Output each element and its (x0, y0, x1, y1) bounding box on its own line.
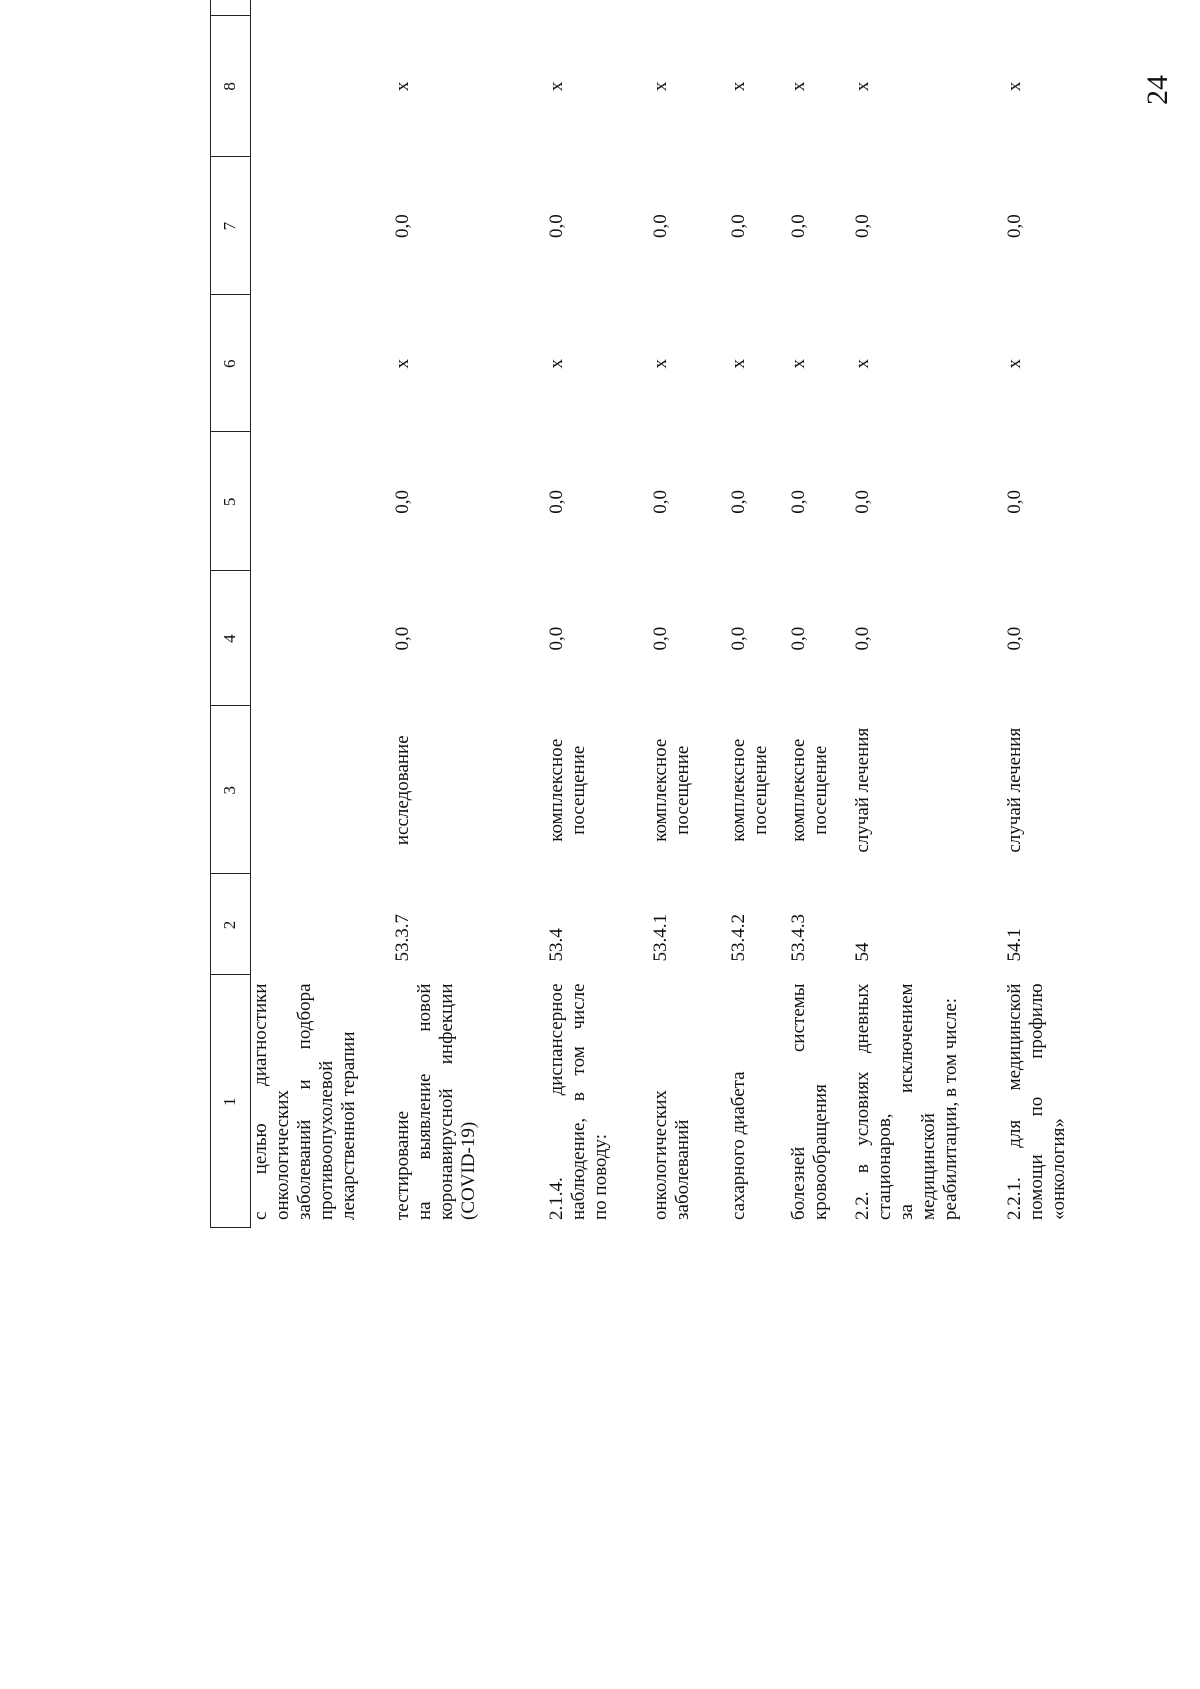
row-code: 53.4.1 (650, 913, 671, 962)
row-unit-line: посещение (568, 745, 589, 835)
row-value-c7: 0,0 (788, 214, 809, 238)
row-value-c7: 0,0 (392, 214, 413, 238)
row-code: 53.4 (546, 928, 567, 962)
row-name-line: коронавирусной инфекции (436, 983, 457, 1220)
row-unit-line: случай лечения (1004, 727, 1025, 853)
row-value-c6: х (728, 359, 749, 369)
row-value-c5: 0,0 (852, 489, 873, 514)
row-name (650, 983, 694, 1220)
row-name-line: по поводу: (590, 1133, 611, 1220)
row-value-c7: 0,0 (650, 214, 671, 238)
row-unit (1004, 714, 1026, 866)
row-name-line: онкологических (650, 1090, 671, 1220)
row-name (546, 983, 612, 1220)
column-header (210, 0, 250, 16)
row-value-c8: х (650, 81, 671, 92)
header-rule (210, 0, 211, 1228)
row-code: 54.1 (1004, 928, 1025, 962)
row-unit (546, 714, 590, 866)
row-value-c6: х (650, 359, 671, 369)
row-name-line: (COVID-19) (458, 1121, 479, 1220)
row-value-c5: 0,0 (1004, 489, 1025, 514)
row-value-c5: 0,0 (788, 489, 809, 514)
row-name (1004, 983, 1070, 1220)
row-value-c5: 0,0 (546, 489, 567, 514)
row-name-line: лекарственной терапии (338, 1031, 359, 1220)
row-unit-line: случай лечения (852, 727, 873, 853)
column-header: 8 (220, 82, 239, 91)
column-header: 3 (220, 785, 239, 795)
row-value-c8: х (546, 81, 567, 92)
row-value-c4: 0,0 (546, 626, 567, 651)
row-unit-line: посещение (810, 745, 831, 835)
row-value-c6: х (546, 359, 567, 369)
row-unit-line: исследование (392, 735, 413, 846)
column-header: 7 (220, 221, 239, 231)
row-value-c7: 0,0 (852, 214, 873, 238)
row-value-c4: 0,0 (728, 626, 749, 651)
column-header: 6 (220, 359, 239, 369)
row-code: 53.4.3 (788, 913, 809, 962)
row-name-line: заболеваний и подбора (294, 983, 315, 1220)
row-value-c8: х (1004, 81, 1025, 92)
row-unit-line: комплексное (788, 738, 809, 842)
row-value-c4: 0,0 (852, 626, 873, 651)
row-name (250, 983, 360, 1220)
row-unit-line: посещение (750, 745, 771, 835)
row-value-c8: х (788, 81, 809, 92)
row-code: 54 (852, 942, 873, 962)
row-name (788, 983, 832, 1220)
row-name-line: 2.1.4. диспансерное (546, 983, 567, 1220)
row-name-line: медицинской (918, 1113, 939, 1220)
row-value-c6: х (788, 359, 809, 369)
row-value-c6: х (392, 359, 413, 369)
row-value-c6: х (852, 359, 873, 369)
row-unit (392, 714, 414, 866)
row-name-line: кровообращения (810, 1084, 831, 1220)
row-name-line: 2.2.1. для медицинской (1004, 983, 1025, 1220)
column-header: 1 (220, 1097, 239, 1106)
row-value-c4: 0,0 (788, 626, 809, 651)
column-header: 2 (220, 920, 239, 930)
row-name-line: помощи по профилю (1026, 983, 1047, 1220)
row-name-line: онкологических (272, 1090, 293, 1220)
row-name-line: стационаров, (874, 1113, 895, 1220)
row-value-c8: х (852, 81, 873, 92)
row-name-line: 2.2. в условиях дневных (852, 983, 873, 1220)
row-name (392, 983, 480, 1220)
row-value-c8: х (728, 81, 749, 92)
row-unit (650, 714, 694, 866)
row-code: 53.4.2 (728, 913, 749, 962)
row-unit-line: посещение (672, 745, 693, 835)
row-value-c4: 0,0 (1004, 626, 1025, 651)
page-number: 24 (1141, 75, 1174, 105)
row-unit-line: комплексное (728, 738, 749, 842)
row-value-c5: 0,0 (392, 489, 413, 514)
row-value-c4: 0,0 (392, 626, 413, 651)
row-unit-line: комплексное (546, 738, 567, 842)
row-name-line: на выявление новой (414, 983, 435, 1220)
row-name-line: тестирование (392, 1110, 413, 1220)
row-value-c6: х (1004, 359, 1025, 369)
header-rule (250, 0, 251, 1228)
row-value-c7: 0,0 (1004, 214, 1025, 238)
row-unit (788, 714, 832, 866)
row-name-line: с целью диагностики (250, 983, 271, 1220)
row-name-line: болезней системы (788, 983, 809, 1220)
row-name (728, 983, 750, 1220)
data-table (210, 0, 1069, 1228)
row-value-c7: 0,0 (546, 214, 567, 238)
row-name-line: за исключением (896, 983, 917, 1220)
row-code: 53.3.7 (392, 913, 413, 962)
row-unit-line: комплексное (650, 738, 671, 842)
row-value-c5: 0,0 (650, 489, 671, 514)
row-name-line: противоопухолевой (316, 1060, 337, 1220)
row-value-c4: 0,0 (650, 626, 671, 651)
row-name-line: «онкология» (1048, 1118, 1069, 1220)
row-name-line: заболеваний (672, 1119, 693, 1220)
row-name (852, 983, 962, 1220)
column-header: 5 (220, 497, 239, 507)
row-name-line: реабилитации, в том числе: (940, 997, 961, 1220)
row-unit (728, 714, 772, 866)
row-value-c8: х (392, 81, 413, 92)
row-unit (852, 714, 874, 866)
row-name-line: наблюдение, в том числе (568, 983, 589, 1220)
row-value-c5: 0,0 (728, 489, 749, 514)
column-header: 4 (220, 634, 239, 643)
row-value-c7: 0,0 (728, 214, 749, 238)
row-name-line: сахарного диабета (728, 1071, 749, 1220)
